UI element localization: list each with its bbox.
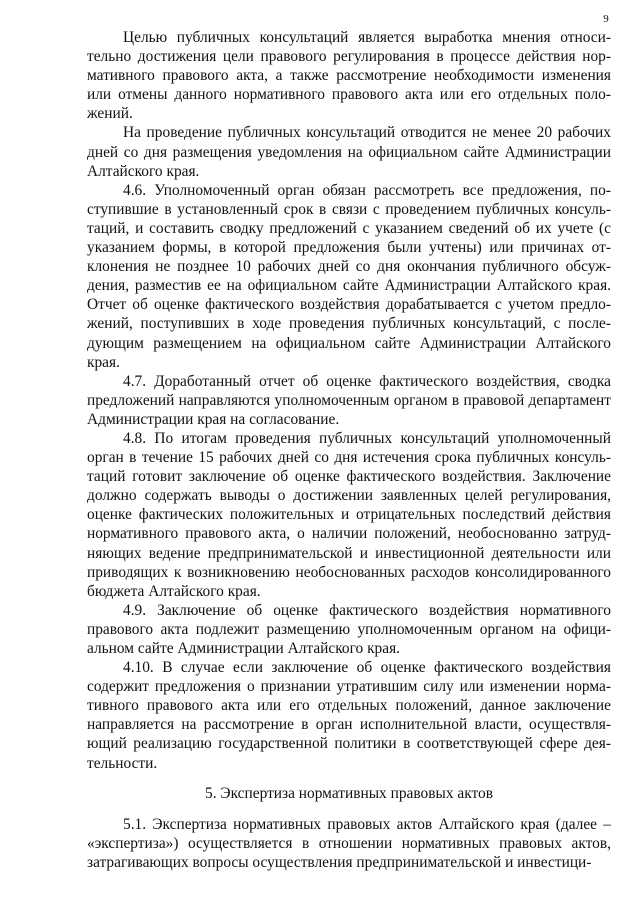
paragraph-4-7: 4.7. Доработанный отчет об оценке фактического воздействия, сводка предложений направляются уполномоченным органом в правовой департамент Администрации края на согласование. [87,372,611,428]
document-body [87,28,611,872]
paragraph-4-9: 4.9. Заключение об оценке фактического воздействия нормативного правового акта подлежит размещению уполномоченным органом на официальном сайте Администрации Алтайского края. [87,601,611,657]
section-heading-5: 5. Экспертиза нормативных правовых актов [205,784,493,802]
paragraph-5-1: 5.1. Экспертиза нормативных правовых актов Алтайского края (далее – «экспертиза») осуществляется в отношении нормативных правовых актов, затрагивающих вопросы осуществления предпринимательской и инвестици- [87,815,611,871]
paragraph-4-10: 4.10. В случае если заключение об оценке фактического воздействия содержит предложения о признании утратившим силу или изменении нормативного правового акта или его отдельных положений, данное заключение направляется на рассмотрение в орган исполнительной власти, осуществляющий реализацию государственной политики в соответствующей сфере деятельности. [87,659,611,772]
paragraph-4-8: 4.8. По итогам проведения публичных консультаций уполномоченный орган в течение 15 рабочих дней со дня истечения срока публичных консультаций готовит заключение об оценке фактического воздействия. Заключение должно содержать выводы о достижении заявленных целей регулирования, оценке фактических положительных и отрицательных последствий действия нормативного правового акта, о наличии положений, необоснованно затрудняющих ведение предпринимательской и инвестиционной деятельности или приводящих к возникновению необоснованных расходов консолидированного бюджета Алтайского края. [87,429,611,600]
paragraph-4-6: 4.6. Уполномоченный орган обязан рассмотреть все предложения, поступившие в установленный срок в связи с проведением публичных консультаций, и составить сводку предложений с указанием сведений об их учете (с указанием формы, в которой предложения были учтены) или причинах отклонения не позднее 10 рабочих дней со дня окончания публичного обсуждения, разместив ее на официальном сайте Администрации Алтайского края. Отчет об оценке фактического воздействия дорабатывается с учетом предложений, поступивших в ходе проведения публичных консультаций, с последующим размещением на официальном сайте Администрации Алтайского края. [87,181,611,371]
paragraph-consultation-period: На проведение публичных консультаций отводится не менее 20 рабочих дней со дня размещения уведомления на официальном сайте Администрации Алтайского края. [87,124,611,180]
page-number: 9 [603,13,609,25]
paragraph-consultation-purpose: Целью публичных консультаций является выработка мнения относительно достижения цели правового регулирования в процессе действия нормативного правового акта, а также рассмотрение необходимости изменения или отмены данного нормативного правового акта или его отдельных положений. [87,29,611,123]
